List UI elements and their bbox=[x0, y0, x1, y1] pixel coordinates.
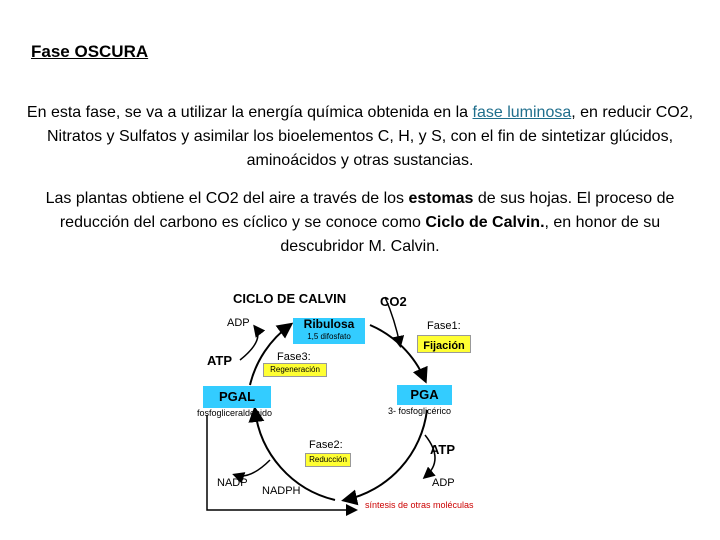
nadph-label: NADPH bbox=[262, 485, 301, 497]
ribulosa-sub-label: 1,5 difosfato bbox=[307, 332, 351, 341]
regeneracion-box bbox=[263, 363, 327, 377]
reduccion-label: Reducción bbox=[309, 455, 347, 464]
calvin-cycle-diagram bbox=[195, 285, 515, 535]
sintesis-label: síntesis de otras moléculas bbox=[365, 500, 474, 510]
paragraph-2-text-a: Las plantas obtiene el CO2 del aire a través de los bbox=[45, 190, 409, 207]
fase2-label: Fase2: bbox=[309, 439, 343, 451]
atp-adp-top-arrow bbox=[240, 327, 258, 360]
paragraph-1-text-b: , en reducir CO2, Nitratos y Sulfatos y asimilar los bioelementos C, H, y S, con el fin de sintetizar glúcidos, aminoácidos y otras sustancias. bbox=[46, 104, 694, 169]
pgal-sub-label: fosfogliceraldehido bbox=[197, 408, 273, 418]
pga-sub-label: 3- fosfoglicérico bbox=[388, 406, 452, 416]
regeneracion-label: Regeneración bbox=[270, 365, 320, 374]
nadph-arrow bbox=[235, 460, 270, 476]
paragraph-2 bbox=[20, 187, 700, 259]
atp-left-label: ATP bbox=[207, 353, 233, 368]
fijacion-label: Fijación bbox=[423, 340, 465, 352]
diagram-heading: CICLO DE CALVIN bbox=[233, 291, 347, 306]
fase-luminosa-link[interactable]: fase luminosa bbox=[472, 104, 572, 121]
page-title: Fase OSCURA bbox=[31, 42, 149, 61]
ribulosa-box bbox=[293, 318, 365, 344]
pgal-box bbox=[203, 386, 271, 408]
fase3-label: Fase3: bbox=[277, 351, 311, 363]
co2-label: CO2 bbox=[380, 294, 407, 309]
paragraph-2-text-c: , en honor de su descubridor M. Calvin. bbox=[280, 214, 661, 255]
fijacion-box bbox=[417, 335, 471, 353]
cycle-arc-right-bottom bbox=[345, 410, 427, 500]
ciclo-calvin-term: Ciclo de Calvin. bbox=[425, 214, 545, 231]
adp-top-label: ADP bbox=[227, 317, 250, 329]
atp-right-label: ATP bbox=[430, 442, 456, 457]
paragraph-1-text-a: En esta fase, se va a utilizar la energía química obtenida en la bbox=[26, 104, 473, 121]
pga-box bbox=[397, 385, 452, 405]
ribulosa-label: Ribulosa bbox=[303, 317, 355, 331]
reduccion-box bbox=[305, 453, 351, 467]
pga-label: PGA bbox=[410, 387, 439, 402]
adp-right-label: ADP bbox=[432, 477, 455, 489]
pgal-label: PGAL bbox=[218, 389, 256, 404]
estomas-term: estomas bbox=[408, 190, 474, 207]
paragraph-2-text-b: de sus hojas. El proceso de reducción del carbono es cíclico y se conoce como bbox=[59, 190, 675, 231]
nadp-label: NADP bbox=[217, 477, 248, 489]
fase1-label: Fase1: bbox=[427, 320, 461, 332]
paragraph-1 bbox=[20, 101, 700, 173]
